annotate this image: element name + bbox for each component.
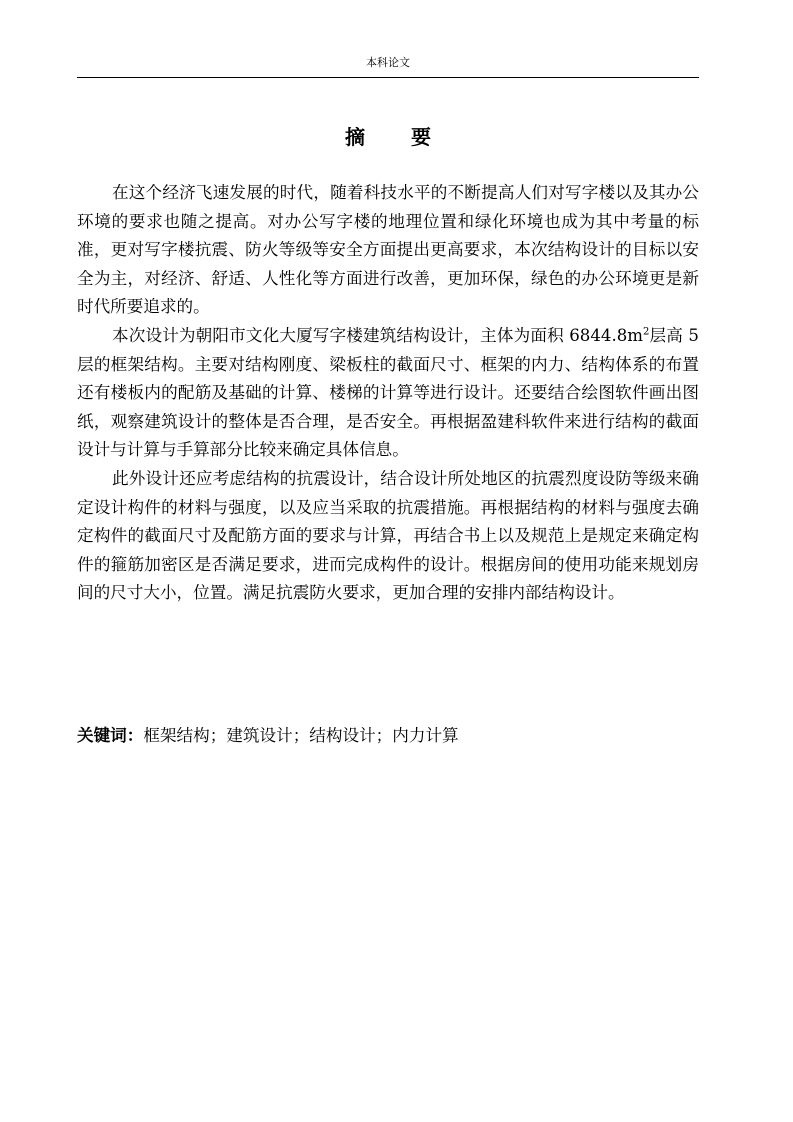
paragraph-2-text-start: 本次设计为朝阳市文化大厦写字楼建筑结构设计，主体为面积 6844.8m (112, 325, 644, 345)
header-divider (77, 77, 699, 78)
abstract-paragraph-2 (77, 322, 699, 465)
running-header: 本科论文 (366, 56, 410, 69)
abstract-body (77, 179, 699, 608)
abstract-paragraph-3: 此外设计还应考虑结构的抗震设计，结合设计所处地区的抗震烈度设防等级来确定设计构件的材料与强度，以及应当采取的抗震措施。再根据结构的材料与强度去确定构件的截面尺寸及配筋方面的要求与计算，再结合书上以及规范上是规定来确定构件的箍筋加密区是否满足要求，进而完成构件的设计。根据房间的使用功能来规划房间的尺寸大小，位置。满足抗震防火要求，更加合理的安排内部结构设计。 (77, 468, 699, 603)
keywords-line (77, 721, 699, 750)
keywords-value: 框架结构；建筑设计；结构设计；内力计算 (143, 726, 459, 745)
page-title: 摘要 (345, 125, 477, 149)
paragraph-2-text-end: 层高 5 层的框架结构。主要对结构刚度、梁板柱的截面尺寸、框架的内力、结构体系的布置还有楼板内的配筋及基础的计算、楼梯的计算等进行设计。还要结合绘图软件画出图纸，观察建筑设计的整体是否合理，是否安全。再根据盈建科软件来进行结构的截面设计与计算与手算部分比较来确定具体信息。 (77, 325, 699, 460)
abstract-paragraph-1: 在这个经济飞速发展的时代，随着科技水平的不断提高人们对写字楼以及其办公环境的要求也随之提高。对办公写字楼的地理位置和绿化环境也成为其中考量的标准，更对写字楼抗震、防火等级等安全方面提出更高要求，本次结构设计的目标以安全为主，对经济、舒适、人性化等方面进行改善，更加环保，绿色的办公环境更是新时代所要追求的。 (77, 183, 699, 317)
area-unit-superscript: 2 (643, 326, 650, 338)
keywords-label: 关键词： (77, 725, 144, 745)
